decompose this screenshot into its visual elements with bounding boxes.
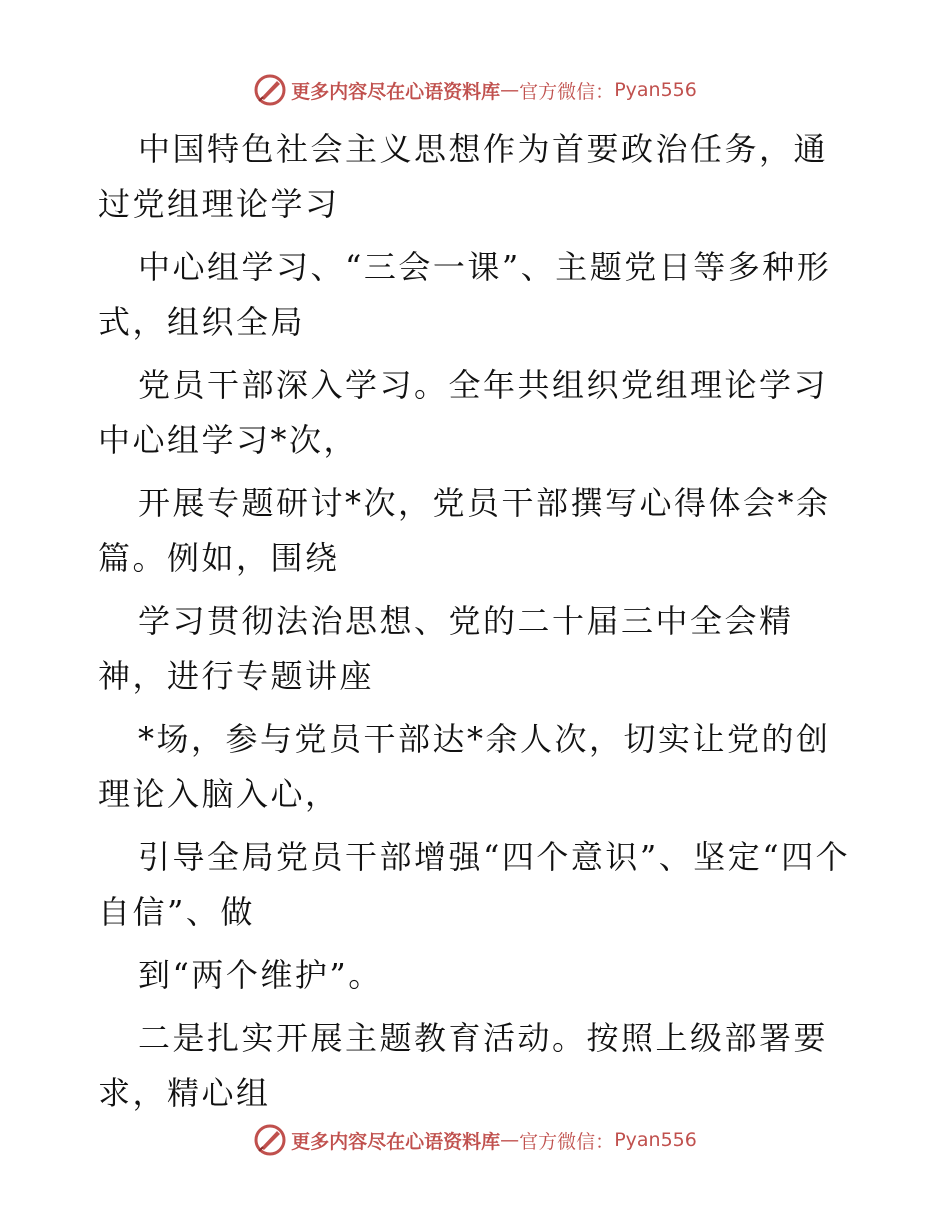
footer-dash: — (500, 1129, 520, 1151)
quill-pen-logo-icon (253, 73, 287, 107)
paragraph: 到“两个维护”。 (138, 956, 383, 994)
paragraph: 开展专题研讨*次，党员干部撰写心得体会*余篇。例如，围绕 (98, 484, 831, 577)
quill-pen-logo-icon (253, 1123, 287, 1157)
document-body (98, 122, 858, 1129)
paragraph: 引导全局党员干部增强“四个意识”、坚定“四个自信”、做 (98, 838, 851, 931)
header-dash: — (500, 79, 520, 101)
header-banner (0, 70, 950, 110)
header-wechat-label: 官方微信： (519, 80, 615, 103)
header-slogan: 更多内容尽在心语资料库 (291, 80, 501, 103)
paragraph: *场，参与党员干部达*余人次，切实让党的创理论入脑入心， (98, 720, 831, 813)
footer-wechat-id: Pyan556 (614, 1129, 697, 1151)
paragraph: 中心组学习、“三会一课”、主题党日等多种形式，组织全局 (98, 248, 832, 341)
paragraph: 中国特色社会主义思想作为首要政治任务，通过党组理论学习 (98, 130, 829, 223)
footer-banner (0, 1120, 950, 1160)
header-wechat-id: Pyan556 (614, 79, 697, 101)
paragraph: 二是扎实开展主题教育活动。按照上级部署要求，精心组 (98, 1019, 829, 1112)
footer-slogan: 更多内容尽在心语资料库 (291, 1130, 501, 1153)
paragraph: 学习贯彻法治思想、党的二十届三中全会精神，进行专题讲座 (98, 602, 794, 695)
footer-wechat-label: 官方微信： (519, 1130, 615, 1153)
paragraph: 党员干部深入学习。全年共组织党组理论学习中心组学习*次， (98, 366, 829, 459)
